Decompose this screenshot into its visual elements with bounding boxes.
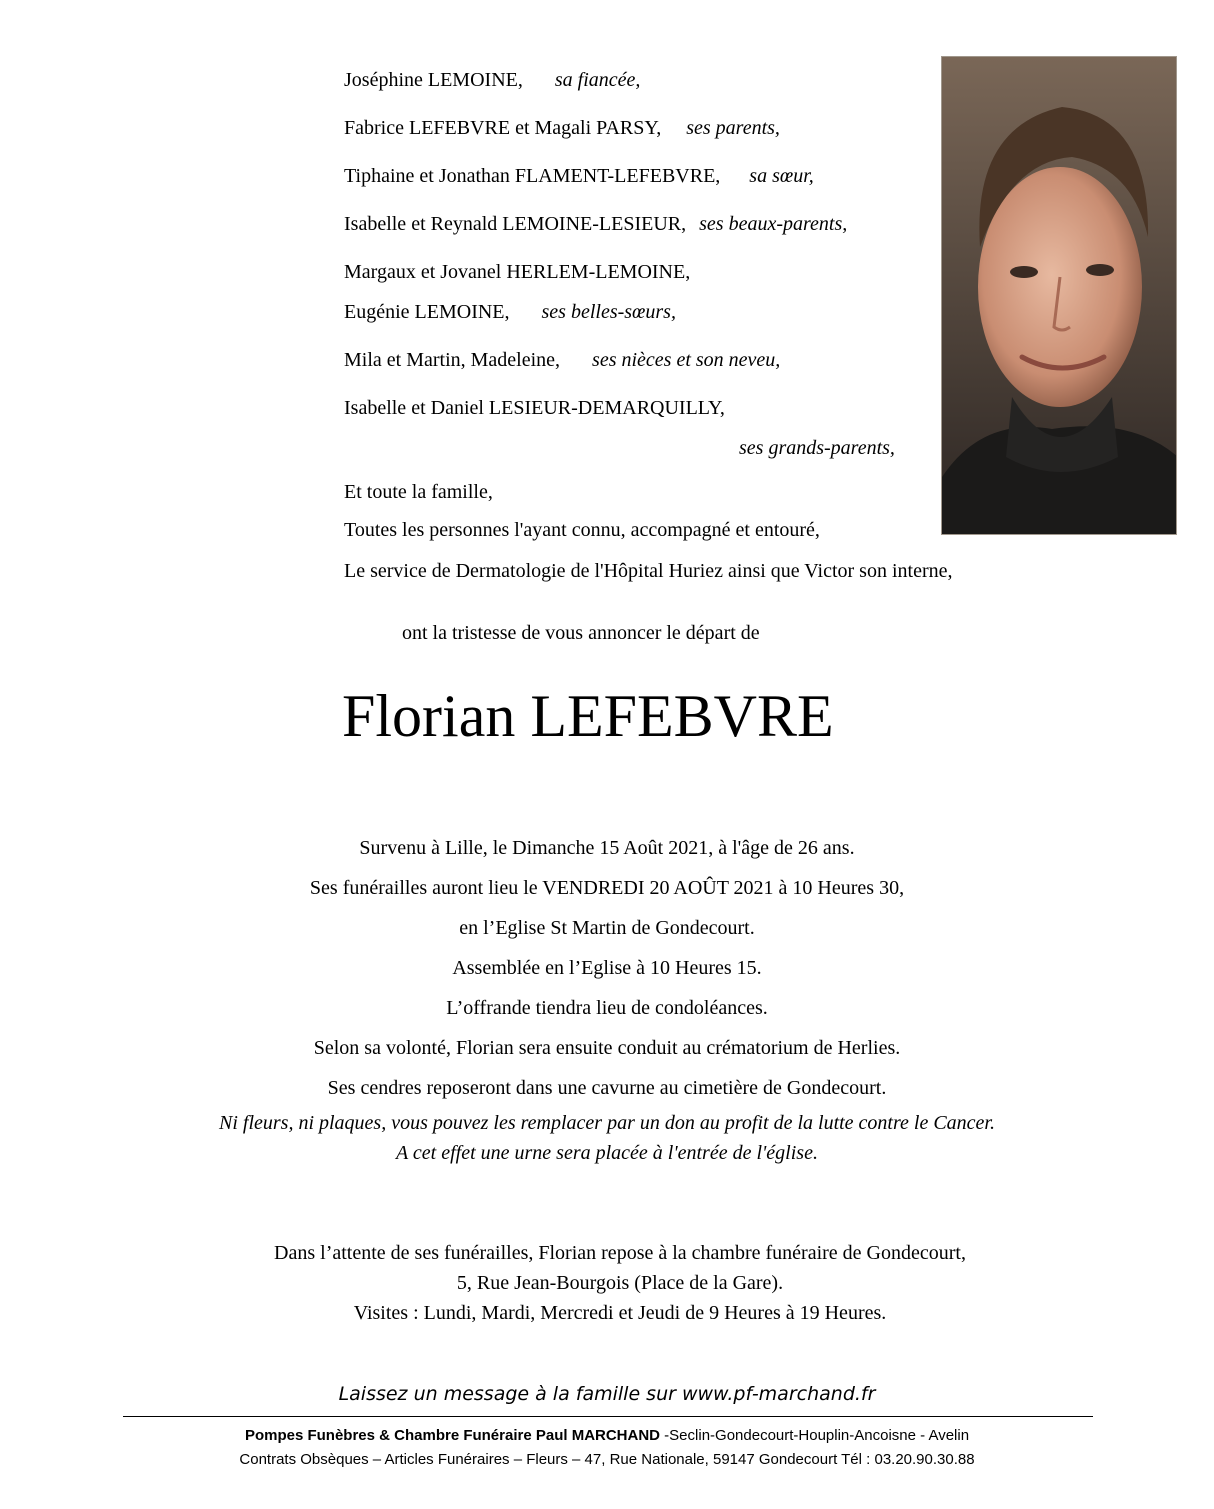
message-link[interactable]: Laissez un message à la famille sur www.pf-marchand.fr xyxy=(338,1383,876,1405)
family-names: Tiphaine et Jonathan FLAMENT-LEFEBVRE, xyxy=(344,165,721,187)
footer-locations: -Seclin-Gondecourt-Houplin-Ancoisne - Avelin xyxy=(660,1427,970,1444)
announcement-text: ont la tristesse de vous annoncer le départ de xyxy=(402,622,760,644)
detail-line: Survenu à Lille, le Dimanche 15 Août 2021, à l'âge de 26 ans. xyxy=(359,837,855,859)
family-relation: sa sœur, xyxy=(749,165,814,187)
detail-line: L’offrande tiendra lieu de condoléances. xyxy=(446,997,768,1019)
family-names: Mila et Martin, Madeleine, xyxy=(344,349,561,371)
family-names: Toutes les personnes l'ayant connu, accompagné et entouré, xyxy=(344,519,820,541)
family-names: Isabelle et Daniel LESIEUR-DEMARQUILLY, xyxy=(344,397,725,419)
family-line xyxy=(344,212,847,236)
family-names: Eugénie LEMOINE, xyxy=(344,301,510,323)
detail-line: Ses cendres reposeront dans une cavurne au cimetière de Gondecourt. xyxy=(327,1077,887,1099)
family-relation: ses nièces et son neveu, xyxy=(592,349,781,371)
detail-line: Selon sa volonté, Florian sera ensuite conduit au crématorium de Herlies. xyxy=(313,1037,901,1059)
footer-services: Contrats Obsèques – Articles Funéraires – Fleurs – 47, Rue Nationale, 59147 Gondecourt Tél : 03.20.90.30.88 xyxy=(239,1451,975,1468)
funeral-details xyxy=(0,828,1214,1108)
family-line xyxy=(344,396,725,420)
flowers-note xyxy=(0,1108,1214,1168)
family-line xyxy=(344,518,820,542)
wake-info-line: 5, Rue Jean-Bourgois (Place de la Gare). xyxy=(456,1272,784,1294)
footer-divider xyxy=(123,1416,1093,1417)
family-relation: ses grands-parents, xyxy=(739,437,895,459)
family-names: Isabelle et Reynald LEMOINE-LESIEUR, xyxy=(344,213,687,235)
detail-line: en l’Eglise St Martin de Gondecourt. xyxy=(459,917,755,939)
family-names: Margaux et Jovanel HERLEM-LEMOINE, xyxy=(344,261,691,283)
wake-info-line: Dans l’attente de ses funérailles, Florian repose à la chambre funéraire de Gondecourt, xyxy=(274,1242,966,1264)
family-line xyxy=(344,300,676,324)
footer-company: Pompes Funèbres & Chambre Funéraire Paul MARCHAND xyxy=(244,1427,661,1444)
family-line xyxy=(344,480,493,504)
flowers-note-line: Ni fleurs, ni plaques, vous pouvez les remplacer par un don au profit de la lutte contre le Cancer. xyxy=(218,1112,995,1134)
family-names: Et toute la famille, xyxy=(344,481,493,503)
portrait-illustration xyxy=(942,57,1177,535)
family-names: Fabrice LEFEBVRE et Magali PARSY, xyxy=(344,117,662,139)
detail-line: Ses funérailles auront lieu le VENDREDI 20 AOÛT 2021 à 10 Heures 30, xyxy=(309,877,905,899)
footer xyxy=(0,1424,1214,1472)
family-relation: ses parents, xyxy=(686,117,780,139)
family-line xyxy=(739,436,895,460)
detail-line: Assemblée en l’Eglise à 10 Heures 15. xyxy=(452,957,762,979)
family-relation: ses belles-sœurs, xyxy=(541,301,676,323)
family-relation: ses beaux-parents, xyxy=(699,213,848,235)
wake-info xyxy=(0,1238,1214,1328)
service-line: Le service de Dermatologie de l'Hôpital Huriez ainsi que Victor son interne, xyxy=(344,560,953,582)
family-line xyxy=(344,348,780,372)
family-line xyxy=(344,164,814,188)
family-relation: sa fiancée, xyxy=(554,69,641,91)
family-line xyxy=(344,116,780,140)
family-line xyxy=(344,260,690,284)
family-line xyxy=(344,68,640,92)
family-names: Joséphine LEMOINE, xyxy=(344,69,523,91)
footer-company-line xyxy=(0,1424,1214,1448)
wake-info-line: Visites : Lundi, Mardi, Mercredi et Jeudi de 9 Heures à 19 Heures. xyxy=(353,1302,887,1324)
deceased-name: Florian LEFEBVRE xyxy=(342,683,834,749)
flowers-note-line: A cet effet une urne sera placée à l'entrée de l'église. xyxy=(396,1142,818,1164)
portrait-photo xyxy=(941,56,1177,535)
